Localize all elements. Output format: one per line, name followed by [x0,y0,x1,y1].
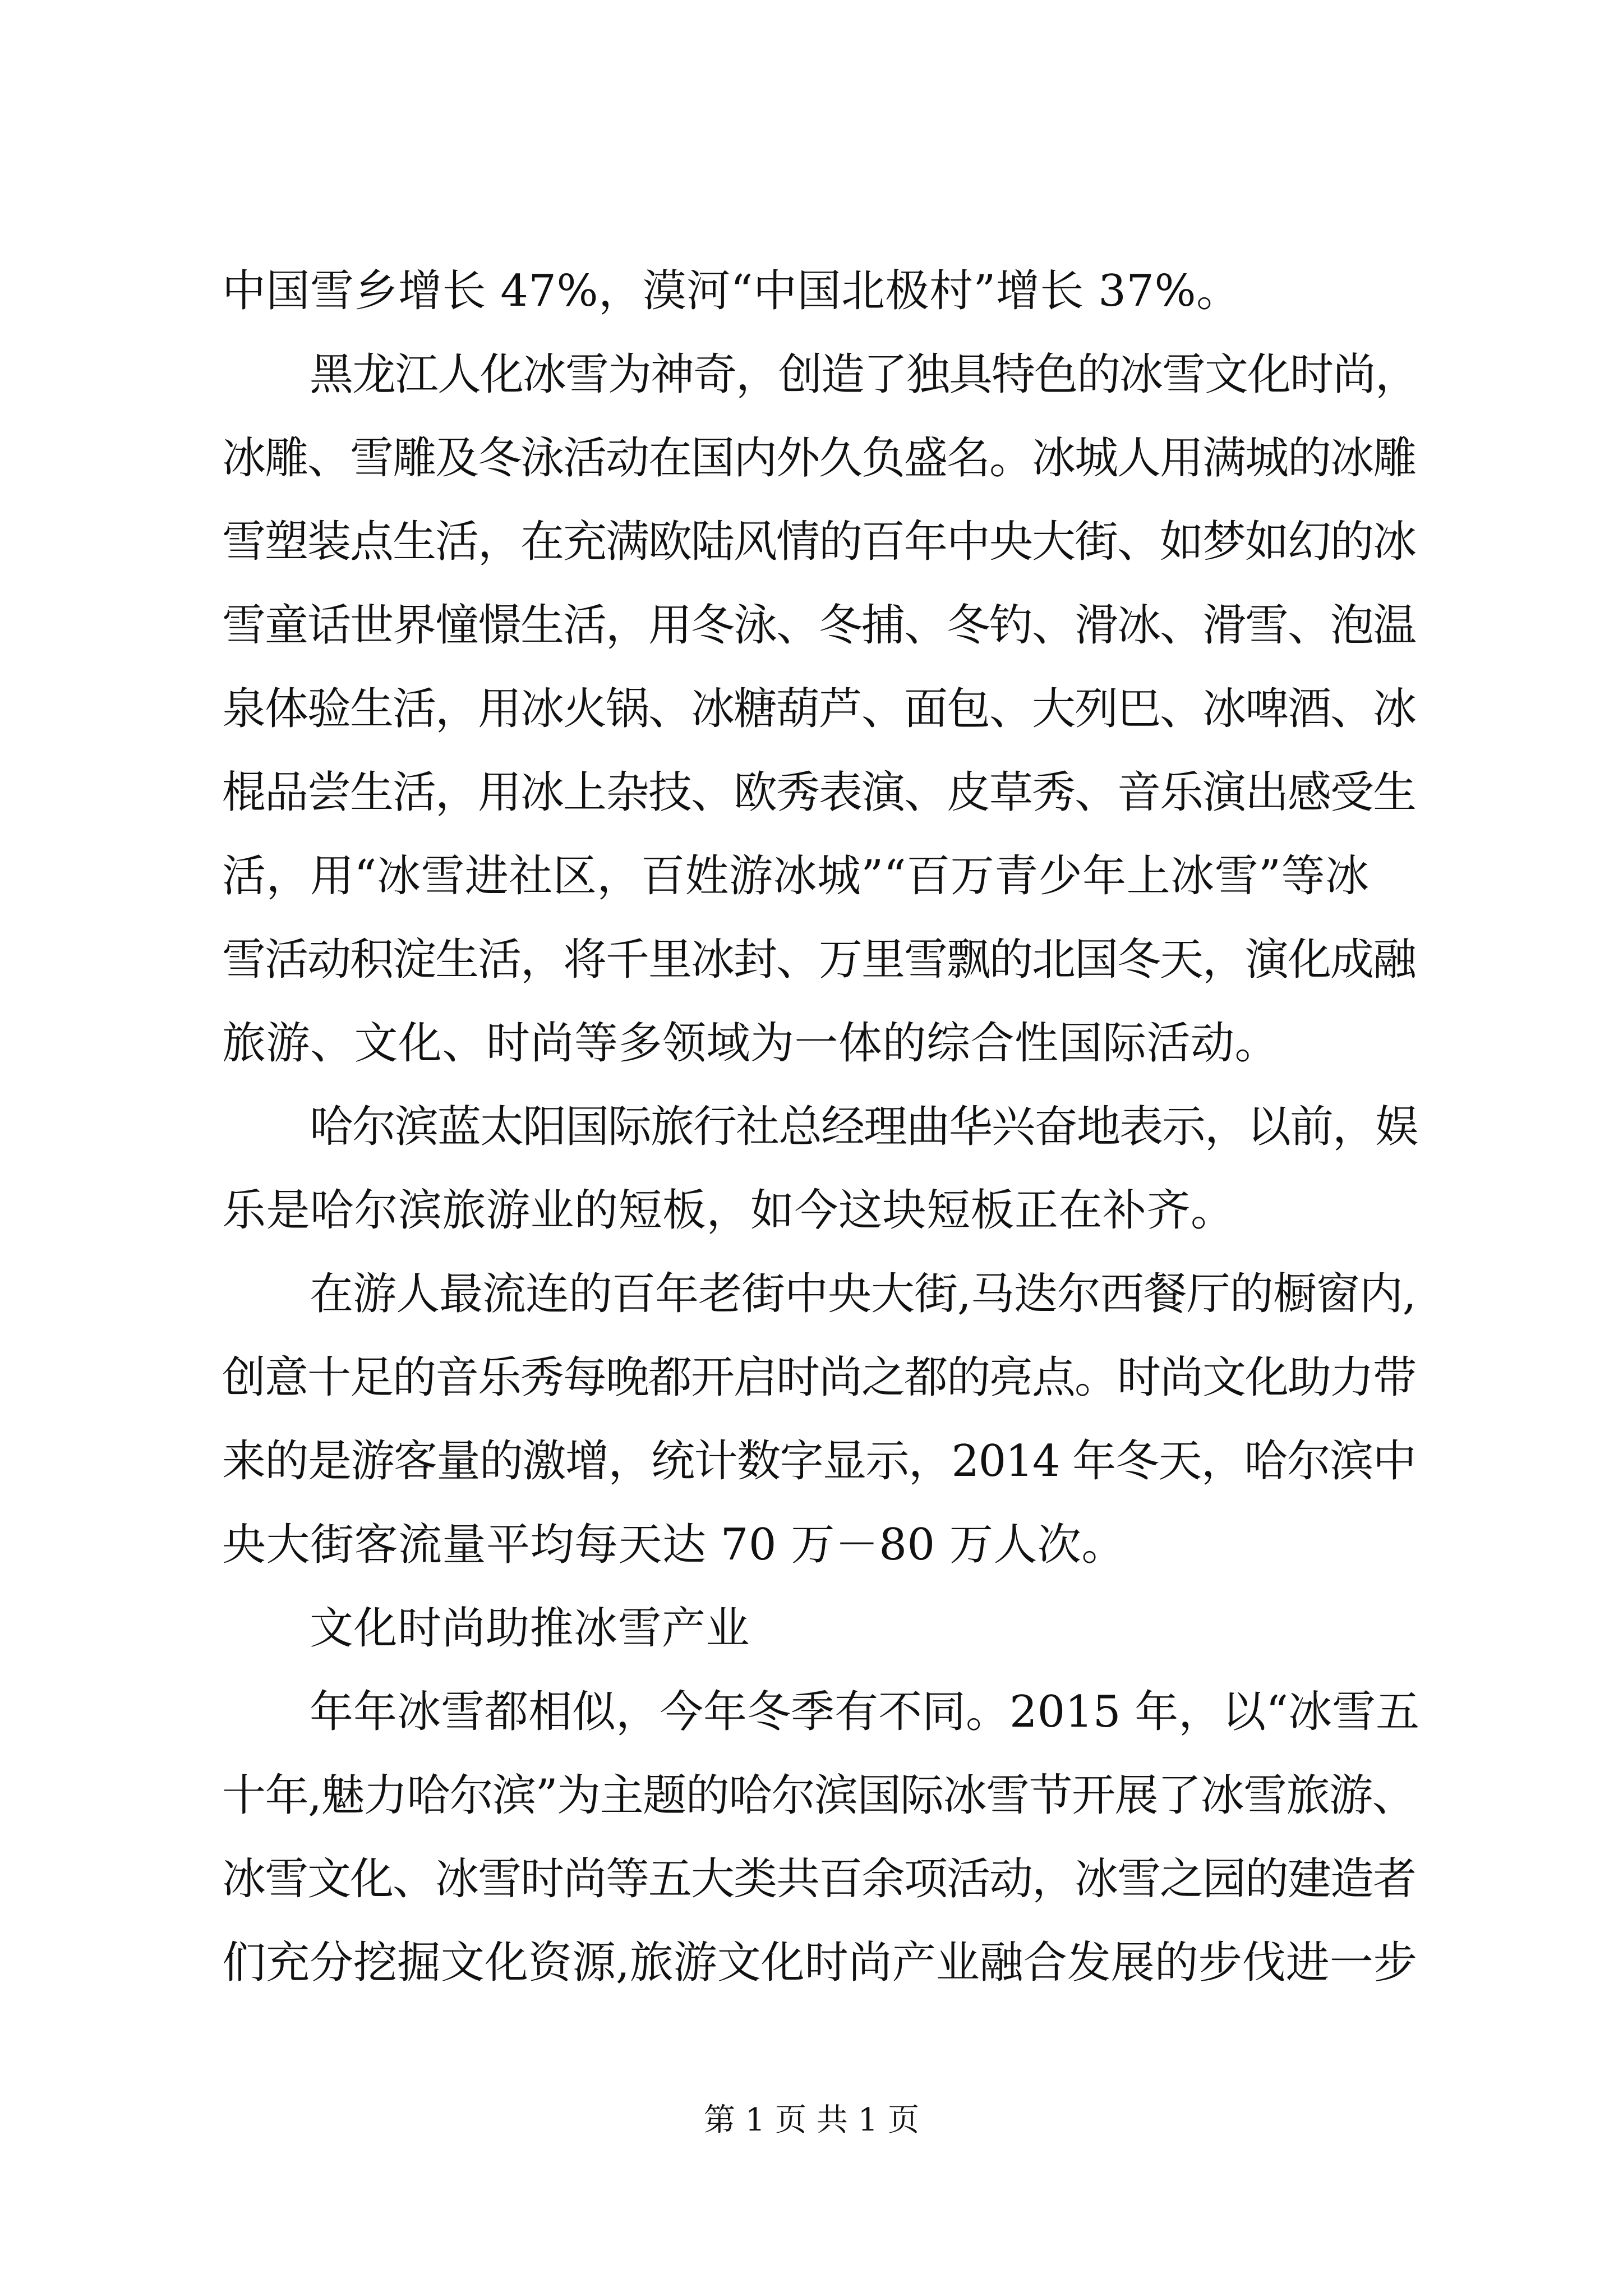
text-line: 雪活动积淀生活，将千里冰封、万里雪飘的北国冬天，演化成融 [222,935,1416,985]
text-line: 哈尔滨蓝太阳国际旅行社总经理曲华兴奋地表示，以前，娱 [310,1102,1418,1152]
text-line: 雪童话世界憧憬生活，用冬泳、冬捕、冬钓、滑冰、滑雪、泡温 [222,600,1416,651]
text-line: 年年冰雪都相似，今年冬季有不同。2015 年，以“冰雪五 [310,1687,1420,1737]
text-line: 乐是哈尔滨旅游业的短板，如今这块短板正在补齐。 [222,1185,1235,1236]
document-body [222,250,1422,2005]
text-line: 在游人最流连的百年老街中央大街,马迭尔西餐厅的橱窗内, [310,1269,1416,1319]
text-line: 棍品尝生活，用冰上杂技、欧秀表演、皮草秀、音乐演出感受生 [222,767,1416,818]
text-line: 雪塑装点生活，在充满欧陆风情的百年中央大街、如梦如幻的冰 [222,517,1416,567]
text-line: 中国雪乡增长 47%，漠河“中国北极村”增长 37%。 [222,266,1241,316]
text-line: 泉体验生活，用冰火锅、冰糖葫芦、面包、大列巴、冰啤酒、冰 [222,684,1416,734]
page-number: 第 1 页 共 1 页 [703,2102,920,2138]
text-line: 们充分挖掘文化资源,旅游文化时尚产业融合发展的步伐进一步 [222,1938,1417,1988]
text-line: 活，用“冰雪进社区，百姓游冰城”“百万青少年上冰雪”等冰 [222,851,1370,901]
text-line: 创意十足的音乐秀每晚都开启时尚之都的亮点。时尚文化助力带 [222,1352,1416,1403]
text-line: 央大街客流量平均每天达 70 万－80 万人次。 [222,1520,1126,1570]
text-line: 冰雪文化、冰雪时尚等五大类共百余项活动，冰雪之园的建造者 [222,1854,1416,1904]
text-line: 黑龙江人化冰雪为神奇，创造了独具特色的冰雪文化时尚， [310,349,1418,400]
text-line: 旅游、文化、时尚等多领域为一体的综合性国际活动。 [222,1018,1279,1069]
text-line: 来的是游客量的激增，统计数字显示，2014 年冬天，哈尔滨中 [222,1436,1416,1487]
text-line: 十年,魅力哈尔滨”为主题的哈尔滨国际冰雪节开展了冰雪旅游、 [222,1770,1415,1821]
text-line: 冰雕、雪雕及冬泳活动在国内外久负盛名。冰城人用满城的冰雕 [222,433,1416,484]
page-footer [0,2101,1623,2140]
section-heading: 文化时尚助推冰雪产业 [310,1603,750,1654]
